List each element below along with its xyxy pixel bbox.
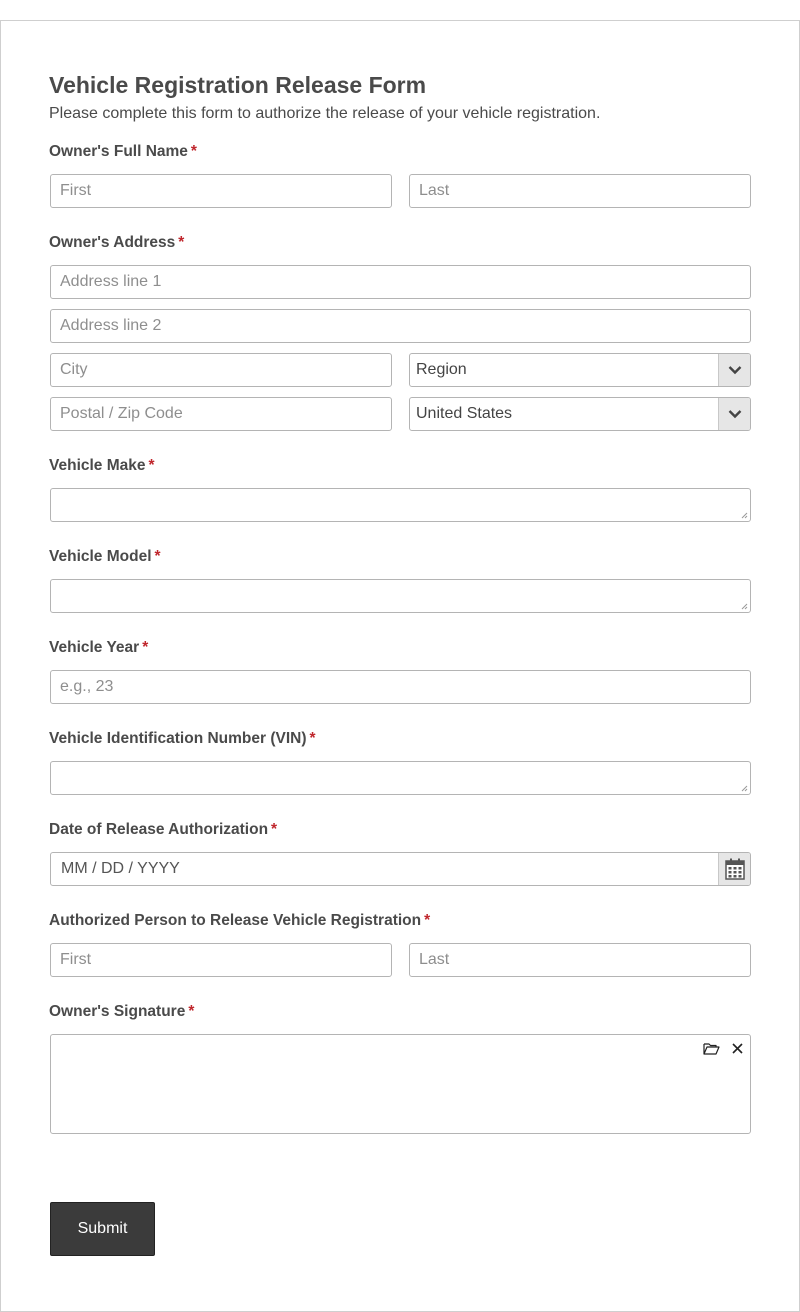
authorized-person-label-text: Authorized Person to Release Vehicle Registration xyxy=(49,912,422,929)
submit-button[interactable]: Submit xyxy=(50,1202,155,1256)
chevron-down-icon[interactable] xyxy=(718,398,750,430)
vin-label-text: Vehicle Identification Number (VIN) xyxy=(49,730,307,747)
owner-first-name-input[interactable] xyxy=(50,174,392,208)
region-select[interactable] xyxy=(409,353,751,387)
authorized-person-label xyxy=(49,912,430,930)
chevron-down-icon[interactable] xyxy=(718,354,750,386)
required-asterisk: * xyxy=(309,730,316,747)
owner-name-label-text: Owner's Full Name xyxy=(49,143,188,160)
folder-open-icon[interactable] xyxy=(702,1039,720,1057)
required-asterisk: * xyxy=(188,1003,195,1020)
form-container xyxy=(0,20,800,1312)
vehicle-model-input[interactable] xyxy=(50,579,751,613)
form-description: Please complete this form to authorize the release of your vehicle registration. xyxy=(49,105,601,122)
signature-label xyxy=(49,1003,194,1021)
country-select-value: United States xyxy=(416,405,513,422)
vin-label xyxy=(49,730,316,748)
required-asterisk: * xyxy=(142,639,149,656)
authorized-last-name-input[interactable] xyxy=(409,943,751,977)
signature-label-text: Owner's Signature xyxy=(49,1003,186,1020)
postal-code-input[interactable] xyxy=(50,397,392,431)
country-select[interactable] xyxy=(409,397,751,431)
authorized-first-name-input[interactable] xyxy=(50,943,392,977)
signature-pad[interactable] xyxy=(50,1034,751,1134)
resize-grip-icon[interactable] xyxy=(740,602,748,610)
release-date-input[interactable] xyxy=(50,852,751,886)
required-asterisk: * xyxy=(148,457,155,474)
required-asterisk: * xyxy=(154,548,161,565)
required-asterisk: * xyxy=(424,912,431,929)
required-asterisk: * xyxy=(190,143,197,160)
vin-input[interactable] xyxy=(50,761,751,795)
vehicle-year-input[interactable] xyxy=(50,670,751,704)
owner-address-label xyxy=(49,234,184,252)
required-asterisk: * xyxy=(271,821,278,838)
vehicle-year-label xyxy=(49,639,148,657)
vehicle-make-label xyxy=(49,457,155,475)
signature-tools xyxy=(702,1039,746,1057)
owner-last-name-input[interactable] xyxy=(409,174,751,208)
owner-name-label xyxy=(49,143,197,161)
form-title: Vehicle Registration Release Form xyxy=(49,72,427,98)
vehicle-make-input[interactable] xyxy=(50,488,751,522)
resize-grip-icon[interactable] xyxy=(740,784,748,792)
city-input[interactable] xyxy=(50,353,392,387)
release-date-placeholder: MM / DD / YYYY xyxy=(61,860,180,877)
vehicle-model-label xyxy=(49,548,161,566)
region-select-value: Region xyxy=(416,361,467,378)
required-asterisk: * xyxy=(178,234,185,251)
release-date-label-text: Date of Release Authorization xyxy=(49,821,269,838)
resize-grip-icon[interactable] xyxy=(740,511,748,519)
owner-address-label-text: Owner's Address xyxy=(49,234,176,251)
calendar-icon[interactable] xyxy=(718,853,750,885)
vehicle-model-label-text: Vehicle Model xyxy=(49,548,152,565)
vehicle-year-label-text: Vehicle Year xyxy=(49,639,140,656)
release-date-label xyxy=(49,821,277,839)
close-icon[interactable] xyxy=(728,1039,746,1057)
address-line2-input[interactable] xyxy=(50,309,751,343)
address-line1-input[interactable] xyxy=(50,265,751,299)
vehicle-make-label-text: Vehicle Make xyxy=(49,457,146,474)
